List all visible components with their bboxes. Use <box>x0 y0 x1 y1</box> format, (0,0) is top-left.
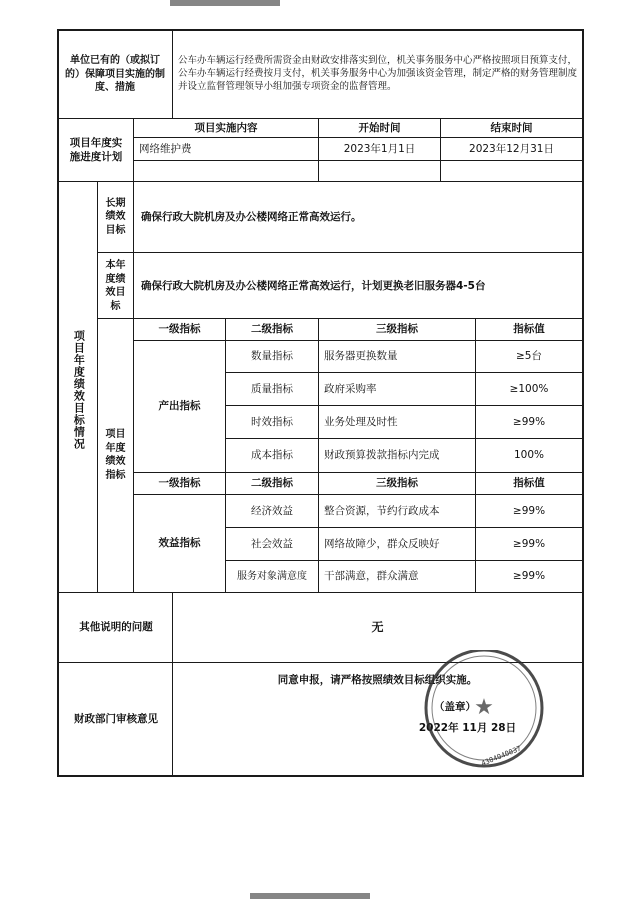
seal-number: 4304040037 <box>480 744 523 768</box>
indicator-header-l3-repeat: 三级指标 <box>376 477 418 490</box>
output-row-l2: 质量指标 <box>251 382 293 395</box>
benefit-row-l2: 社会效益 <box>251 537 293 550</box>
indicator-header-l3: 三级指标 <box>376 323 418 336</box>
institution-label: 单位已有的（或拟订的）保障项目实施的制度、措施 <box>65 55 165 94</box>
long-term-label: 长期绩效目标 <box>105 197 126 236</box>
other-label: 其他说明的问题 <box>79 621 153 634</box>
annual-label: 本年度绩效目标 <box>105 260 126 312</box>
schedule-header-content: 项目实施内容 <box>194 121 258 134</box>
finance-date: 2022年 11月 28日 <box>418 721 517 734</box>
benefit-row-value: ≥99% <box>512 504 546 517</box>
output-row-l3: 财政预算拨款指标内完成 <box>324 449 440 462</box>
annual-text: 确保行政大院机房及办公楼网络正常高效运行，计划更换老旧服务器4-5台 <box>141 279 486 292</box>
output-row-value: ≥100% <box>509 382 549 395</box>
benefit-row-l2: 服务对象满意度 <box>237 570 307 582</box>
indicator-header-value-repeat: 指标值 <box>513 477 545 490</box>
svg-text:★: ★ <box>474 695 494 720</box>
output-row-l2: 成本指标 <box>251 449 293 462</box>
indicator-header-l2: 二级指标 <box>251 323 293 336</box>
benefit-row-l3: 整合资源，节约行政成本 <box>324 504 440 517</box>
output-row-value: ≥5台 <box>516 350 542 363</box>
schedule-label: 项目年度实施进度计划 <box>69 136 123 163</box>
schedule-cell-end: 2023年12月31日 <box>469 142 554 155</box>
output-row-value: ≥99% <box>512 415 546 428</box>
finance-seal-text: （盖章） <box>434 700 476 713</box>
benefit-row-l3: 干部满意，群众满意 <box>324 570 419 583</box>
finance-opinion: 同意申报，请严格按照绩效目标组织实施。 <box>277 673 478 686</box>
benefit-row-value: ≥99% <box>512 570 546 583</box>
other-value: 无 <box>371 620 384 635</box>
output-row-value: 100% <box>513 449 545 462</box>
targets-section-label: 项目年度绩效目标情况 <box>72 330 86 450</box>
indicator-header-l1-repeat: 一级指标 <box>158 477 201 490</box>
output-indicator-label: 产出指标 <box>158 400 201 413</box>
indicators-label: 项目年度绩效指标 <box>105 429 126 481</box>
schedule-cell-start: 2023年1月1日 <box>343 142 416 155</box>
schedule-header-end: 结束时间 <box>490 121 533 134</box>
finance-label: 财政部门审核意见 <box>74 712 158 725</box>
benefit-row-value: ≥99% <box>512 537 546 550</box>
long-term-text: 确保行政大院机房及办公楼网络正常高效运行。 <box>141 210 362 223</box>
indicator-header-l1: 一级指标 <box>158 323 201 336</box>
official-seal <box>402 650 562 780</box>
output-row-l3: 服务器更换数量 <box>324 350 398 363</box>
output-row-l3: 政府采购率 <box>324 382 377 395</box>
indicator-header-value: 指标值 <box>513 323 545 336</box>
output-row-l3: 业务处理及时性 <box>324 415 398 428</box>
scan-artifact-bottom <box>250 893 370 899</box>
indicator-header-l2-repeat: 二级指标 <box>251 477 293 490</box>
benefit-indicator-label: 效益指标 <box>158 537 201 550</box>
benefit-row-l2: 经济效益 <box>251 504 293 517</box>
output-row-l2: 时效指标 <box>251 415 293 428</box>
institution-content: 公车办车辆运行经费所需资金由财政安排落实到位，机关事务服务中心严格按照项目预算支付，公车办车辆运行经费按月支付，机关事务服务中心为加强该资金管理，制定严格的财务管理制度并设立监督管理领导小组加强专项资金的监督管理。 <box>178 55 578 92</box>
schedule-header-start: 开始时间 <box>358 121 401 134</box>
output-row-l2: 数量指标 <box>251 350 293 363</box>
benefit-row-l3: 网络故障少，群众反映好 <box>324 537 440 550</box>
schedule-cell-content: 网络维护费 <box>139 142 192 155</box>
